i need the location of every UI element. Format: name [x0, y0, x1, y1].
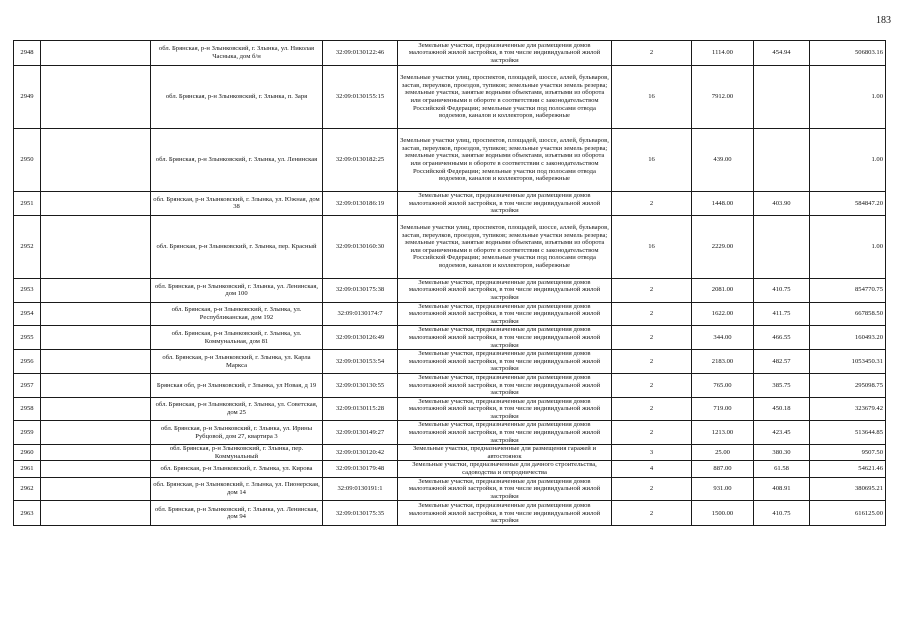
row-number: 2958	[14, 397, 41, 421]
land-use-cell: Земельные участки улиц, проспектов, площадей, шоссе, аллей, бульваров, застав, переулков, проездов, тупиков; земельные участки земель резерва; земельные участки, занятые водными объектами, изъятыми из оборота или ограниченными в обороте в соответствии с законодательством Российской Федерации; земельные участки под полосами отвода водоемов, каналов и коллекторов, набережные	[398, 215, 612, 278]
area-cell: 344.00	[692, 326, 754, 350]
land-use-cell: Земельные участки, предназначенные для размещения домов малоэтажной жилой застройки, в том числе индивидуальной жилой застройки	[398, 477, 612, 501]
area-cell: 719.00	[692, 397, 754, 421]
land-use-cell: Земельные участки, предназначенные для размещения домов малоэтажной жилой застройки, в том числе индивидуальной жилой застройки	[398, 192, 612, 216]
table-row	[14, 192, 886, 216]
specific-value-cell: 380.30	[754, 445, 810, 461]
use-group-cell: 16	[612, 129, 692, 192]
spacer-cell	[41, 461, 151, 477]
cadastral-value-cell: 1.00	[810, 66, 886, 129]
spacer-cell	[41, 129, 151, 192]
spacer-cell	[41, 350, 151, 374]
cadastral-value-cell: 295098.75	[810, 373, 886, 397]
row-number: 2954	[14, 302, 41, 326]
use-group-cell: 16	[612, 215, 692, 278]
land-use-cell: Земельные участки, предназначенные для размещения домов малоэтажной жилой застройки, в том числе индивидуальной жилой застройки	[398, 350, 612, 374]
row-number: 2951	[14, 192, 41, 216]
specific-value-cell: 450.18	[754, 397, 810, 421]
cadastral-number-cell: 32:09:0130115:28	[323, 397, 398, 421]
address-cell: обл. Брянская, р-н Злынковский, г. Злынка, п. Заря	[151, 66, 323, 129]
area-cell: 2081.00	[692, 278, 754, 302]
specific-value-cell	[754, 66, 810, 129]
use-group-cell: 16	[612, 66, 692, 129]
spacer-cell	[41, 373, 151, 397]
specific-value-cell: 454.94	[754, 41, 810, 66]
table-row	[14, 461, 886, 477]
land-use-cell: Земельные участки, предназначенные для размещения домов малоэтажной жилой застройки, в том числе индивидуальной жилой застройки	[398, 278, 612, 302]
table-row	[14, 350, 886, 374]
cadastral-number-cell: 32:09:0130126:49	[323, 326, 398, 350]
specific-value-cell: 403.90	[754, 192, 810, 216]
area-cell: 1622.00	[692, 302, 754, 326]
cadastral-value-cell: 513644.85	[810, 421, 886, 445]
spacer-cell	[41, 397, 151, 421]
area-cell: 439.00	[692, 129, 754, 192]
land-use-cell: Земельные участки, предназначенные для размещения домов малоэтажной жилой застройки, в том числе индивидуальной жилой застройки	[398, 397, 612, 421]
cadastral-number-cell: 32:09:0130120:42	[323, 445, 398, 461]
spacer-cell	[41, 421, 151, 445]
use-group-cell: 2	[612, 302, 692, 326]
use-group-cell: 2	[612, 477, 692, 501]
row-number: 2949	[14, 66, 41, 129]
row-number: 2950	[14, 129, 41, 192]
spacer-cell	[41, 215, 151, 278]
cadastral-value-cell: 506803.16	[810, 41, 886, 66]
row-number: 2956	[14, 350, 41, 374]
specific-value-cell: 385.75	[754, 373, 810, 397]
specific-value-cell: 61.58	[754, 461, 810, 477]
address-cell: обл. Брянская, р-н Злынковский, г. Злынка, ул. Ирины Рубцовой, дом 27, квартира 3	[151, 421, 323, 445]
address-cell: обл. Брянская, р-н Злынковский, г. Злынка, пер. Коммунальный	[151, 445, 323, 461]
table-row	[14, 397, 886, 421]
cadastral-value-cell: 616125.00	[810, 501, 886, 526]
row-number: 2953	[14, 278, 41, 302]
table-body	[14, 41, 886, 526]
cadastral-value-cell: 1.00	[810, 215, 886, 278]
land-use-cell: Земельные участки улиц, проспектов, площадей, шоссе, аллей, бульваров, застав, переулков, проездов, тупиков; земельные участки земель резерва; земельные участки, занятые водными объектами, изъятыми из оборота или ограниченными в обороте в соответствии с законодательством Российской Федерации; земельные участки под полосами отвода водоемов, каналов и коллекторов, набережные	[398, 66, 612, 129]
page-number: 183	[876, 15, 891, 26]
cadastral-value-cell: 9507.50	[810, 445, 886, 461]
spacer-cell	[41, 278, 151, 302]
row-number: 2948	[14, 41, 41, 66]
land-use-cell: Земельные участки, предназначенные для размещения домов малоэтажной жилой застройки, в том числе индивидуальной жилой застройки	[398, 373, 612, 397]
address-cell: обл. Брянская, р-н Злынковский, г. Злынка, ул. Коммунальная, дом 81	[151, 326, 323, 350]
spacer-cell	[41, 41, 151, 66]
cadastral-value-table	[13, 40, 886, 526]
area-cell: 765.00	[692, 373, 754, 397]
row-number: 2960	[14, 445, 41, 461]
land-use-cell: Земельные участки, предназначенные для размещения домов малоэтажной жилой застройки, в том числе индивидуальной жилой застройки	[398, 302, 612, 326]
specific-value-cell: 466.55	[754, 326, 810, 350]
cadastral-number-cell: 32:09:0130122:46	[323, 41, 398, 66]
use-group-cell: 2	[612, 421, 692, 445]
use-group-cell: 2	[612, 350, 692, 374]
address-cell: обл. Брянская, р-н Злынковский, г. Злынка, ул. Республиканская, дом 192	[151, 302, 323, 326]
cadastral-number-cell: 32:09:0130149:27	[323, 421, 398, 445]
cadastral-value-cell: 380695.21	[810, 477, 886, 501]
table-row	[14, 421, 886, 445]
specific-value-cell	[754, 129, 810, 192]
address-cell: Брянская обл, р-н Злынковский, г Злынка, ул Новая, д 19	[151, 373, 323, 397]
land-use-cell: Земельные участки улиц, проспектов, площадей, шоссе, аллей, бульваров, застав, переулков, проездов, тупиков; земельные участки земель резерва; земельные участки, занятые водными объектами, изъятыми из оборота или ограниченными в обороте в соответствии с законодательством Российской Федерации; земельные участки под полосами отвода водоемов, каналов и коллекторов, набережные	[398, 129, 612, 192]
cadastral-value-cell: 323679.42	[810, 397, 886, 421]
cadastral-number-cell: 32:09:0130175:38	[323, 278, 398, 302]
row-number: 2955	[14, 326, 41, 350]
address-cell: обл. Брянская, р-н Злынковский, г. Злынка, ул. Ленинская, дом 100	[151, 278, 323, 302]
area-cell: 1448.00	[692, 192, 754, 216]
area-cell: 931.00	[692, 477, 754, 501]
address-cell: обл. Брянская, р-н Злынковский, г. Злынка, ул. Южная, дом 38	[151, 192, 323, 216]
land-use-cell: Земельные участки, предназначенные для дачного строительства, садоводства и огородничества	[398, 461, 612, 477]
table-row	[14, 215, 886, 278]
address-cell: обл. Брянская, р-н Злынковский, г. Злынка, ул. Карла Маркса	[151, 350, 323, 374]
cadastral-number-cell: 32:09:0130174:7	[323, 302, 398, 326]
land-use-cell: Земельные участки, предназначенные для размещения домов малоэтажной жилой застройки, в том числе индивидуальной жилой застройки	[398, 421, 612, 445]
land-use-cell: Земельные участки, предназначенные для размещения гаражей и автостоянок	[398, 445, 612, 461]
table-row	[14, 326, 886, 350]
table-row	[14, 66, 886, 129]
table-row	[14, 373, 886, 397]
cadastral-number-cell: 32:09:0130175:35	[323, 501, 398, 526]
cadastral-number-cell: 32:09:0130186:19	[323, 192, 398, 216]
specific-value-cell: 410.75	[754, 278, 810, 302]
cadastral-value-cell: 160493.20	[810, 326, 886, 350]
cadastral-value-cell: 54621.46	[810, 461, 886, 477]
cadastral-value-cell: 1053450.31	[810, 350, 886, 374]
use-group-cell: 2	[612, 326, 692, 350]
row-number: 2959	[14, 421, 41, 445]
table-row	[14, 278, 886, 302]
area-cell: 1213.00	[692, 421, 754, 445]
cadastral-value-cell: 667858.50	[810, 302, 886, 326]
table-row	[14, 41, 886, 66]
cadastral-value-cell: 854770.75	[810, 278, 886, 302]
spacer-cell	[41, 302, 151, 326]
specific-value-cell: 423.45	[754, 421, 810, 445]
use-group-cell: 2	[612, 397, 692, 421]
table-row	[14, 501, 886, 526]
land-use-cell: Земельные участки, предназначенные для размещения домов малоэтажной жилой застройки, в том числе индивидуальной жилой застройки	[398, 41, 612, 66]
row-number: 2952	[14, 215, 41, 278]
use-group-cell: 2	[612, 41, 692, 66]
cadastral-number-cell: 32:09:0130155:15	[323, 66, 398, 129]
table-row	[14, 129, 886, 192]
spacer-cell	[41, 66, 151, 129]
area-cell: 7912.00	[692, 66, 754, 129]
area-cell: 2229.00	[692, 215, 754, 278]
area-cell: 2183.00	[692, 350, 754, 374]
area-cell: 25.00	[692, 445, 754, 461]
spacer-cell	[41, 192, 151, 216]
use-group-cell: 2	[612, 373, 692, 397]
cadastral-number-cell: 32:09:0130179:48	[323, 461, 398, 477]
spacer-cell	[41, 477, 151, 501]
row-number: 2957	[14, 373, 41, 397]
cadastral-number-cell: 32:09:0130153:54	[323, 350, 398, 374]
row-number: 2963	[14, 501, 41, 526]
table-row	[14, 302, 886, 326]
spacer-cell	[41, 445, 151, 461]
area-cell: 887.00	[692, 461, 754, 477]
specific-value-cell: 410.75	[754, 501, 810, 526]
spacer-cell	[41, 326, 151, 350]
use-group-cell: 2	[612, 192, 692, 216]
land-use-cell: Земельные участки, предназначенные для размещения домов малоэтажной жилой застройки, в том числе индивидуальной жилой застройки	[398, 326, 612, 350]
table-row	[14, 477, 886, 501]
land-use-cell: Земельные участки, предназначенные для размещения домов малоэтажной жилой застройки, в том числе индивидуальной жилой застройки	[398, 501, 612, 526]
use-group-cell: 3	[612, 445, 692, 461]
cadastral-number-cell: 32:09:0130130:55	[323, 373, 398, 397]
specific-value-cell	[754, 215, 810, 278]
address-cell: обл. Брянская, р-н Злынковский, г. Злынка, ул. Советская, дом 25	[151, 397, 323, 421]
address-cell: обл. Брянская, р-н Злынковский, г. Злынка, ул. Ленинская, дом 94	[151, 501, 323, 526]
specific-value-cell: 411.75	[754, 302, 810, 326]
use-group-cell: 4	[612, 461, 692, 477]
cadastral-value-cell: 584847.20	[810, 192, 886, 216]
cadastral-value-cell: 1.00	[810, 129, 886, 192]
address-cell: обл. Брянская, р-н Злынковский, г. Злынка, ул. Пионерская, дом 14	[151, 477, 323, 501]
use-group-cell: 2	[612, 278, 692, 302]
table-row	[14, 445, 886, 461]
cadastral-number-cell: 32:09:0130182:25	[323, 129, 398, 192]
row-number: 2961	[14, 461, 41, 477]
address-cell: обл. Брянская, р-н Злынковский, г. Злынка, пер. Красный	[151, 215, 323, 278]
use-group-cell: 2	[612, 501, 692, 526]
address-cell: обл. Брянская, р-н Злынковский, г. Злынка, ул. Николая Часныка, дом б/н	[151, 41, 323, 66]
address-cell: обл. Брянская, р-н Злынковский, г. Злынка, ул. Ленинская	[151, 129, 323, 192]
row-number: 2962	[14, 477, 41, 501]
address-cell: обл. Брянская, р-н Злынковский, г. Злынка, ул. Кирова	[151, 461, 323, 477]
cadastral-number-cell: 32:09:0130191:1	[323, 477, 398, 501]
specific-value-cell: 408.91	[754, 477, 810, 501]
cadastral-number-cell: 32:09:0130160:30	[323, 215, 398, 278]
spacer-cell	[41, 501, 151, 526]
area-cell: 1114.00	[692, 41, 754, 66]
specific-value-cell: 482.57	[754, 350, 810, 374]
area-cell: 1500.00	[692, 501, 754, 526]
